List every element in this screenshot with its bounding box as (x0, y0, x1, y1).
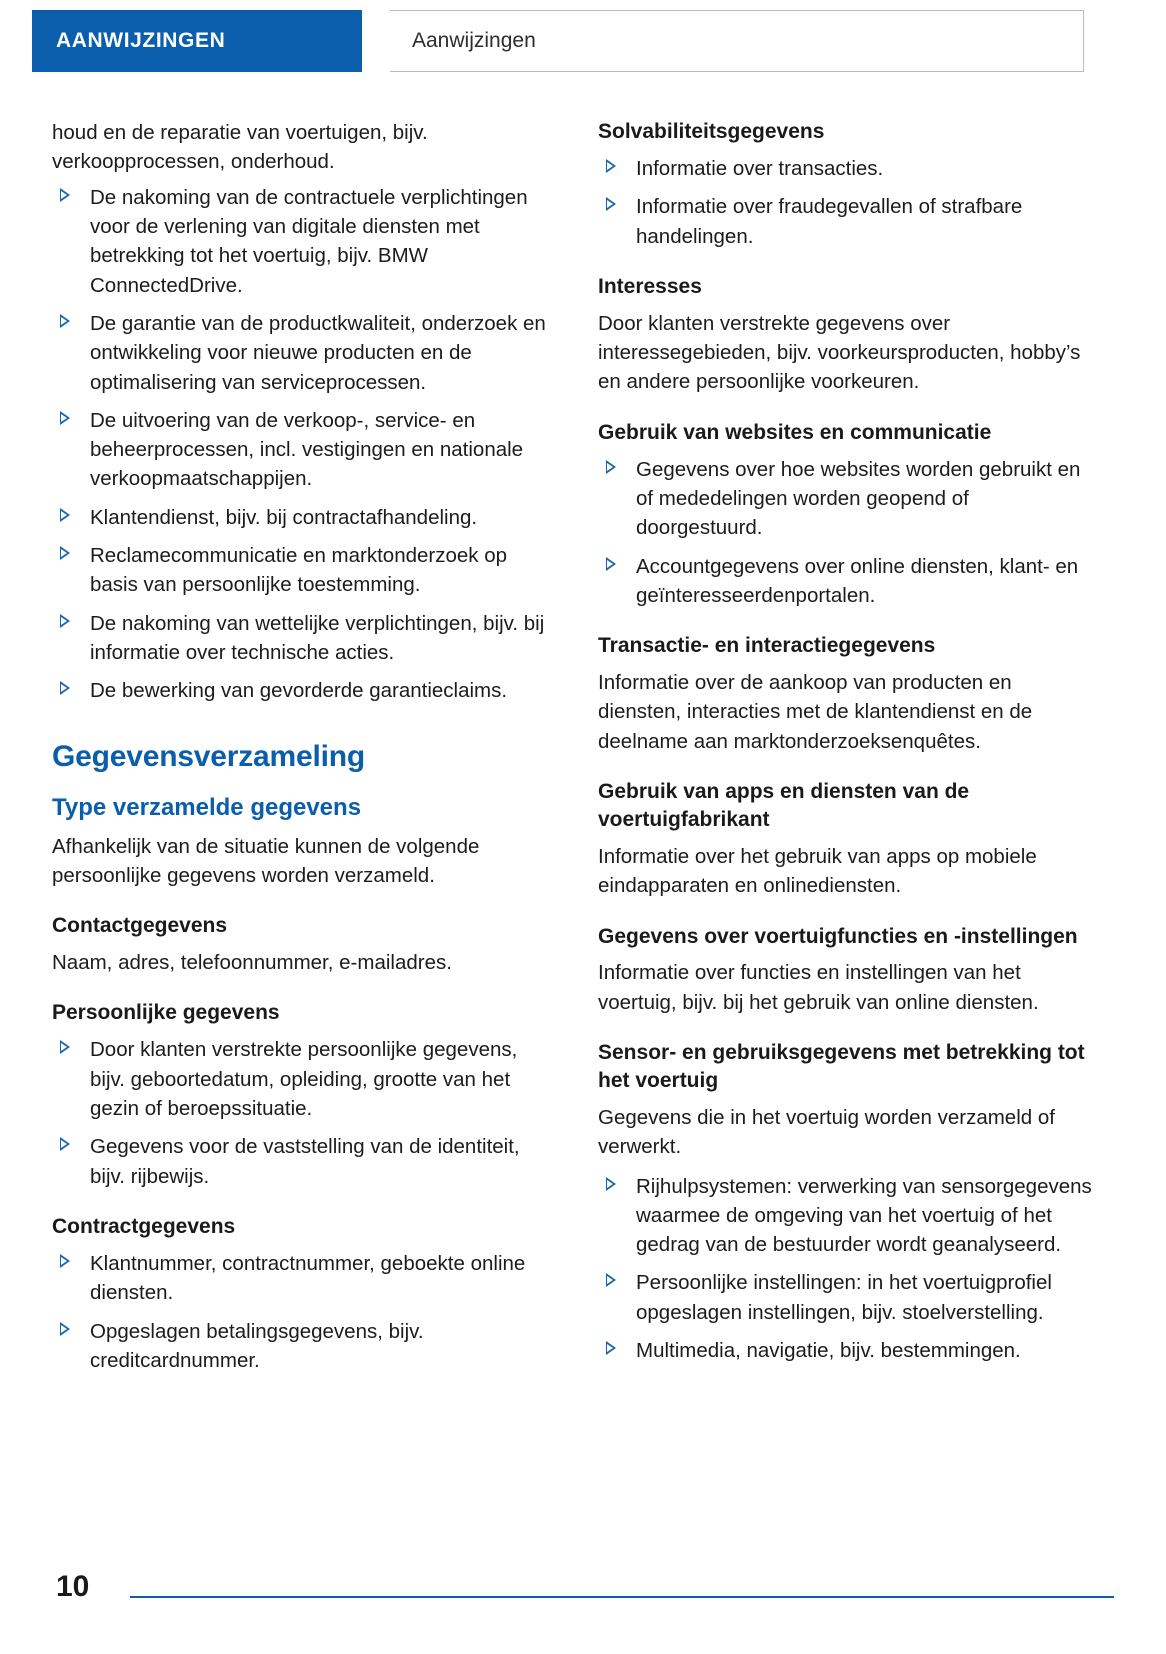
list-item-text: Klantendienst, bijv. bij contractafhandeling. (90, 505, 478, 529)
list-item-text: Reclamecommunicatie en marktonderzoek op basis van persoonlijke toestemming. (90, 544, 508, 597)
block-bullet-list-solvabiliteitsgegevens (598, 154, 1098, 251)
triangle-bullet-icon (60, 411, 70, 425)
intro-bullet-list (52, 183, 552, 706)
list-item (598, 192, 1098, 251)
list-item (598, 552, 1098, 611)
list-item (52, 541, 552, 600)
triangle-bullet-icon (606, 557, 616, 571)
list-item-text: De garantie van de productkwaliteit, onderzoek en ontwikkeling voor nieuwe producten en de optimalisering van serviceprocessen. (90, 311, 546, 394)
list-item (52, 676, 552, 705)
block-paragraph-sensor-gebruiksgegevens: Gegevens die in het voertuig worden verzameld of verwerkt. (598, 1105, 1055, 1159)
header-chapter-tab (32, 10, 362, 72)
block-paragraph-voertuigfuncties: Informatie over functies en instellingen van het voertuig, bijv. bij het gebruik van online diensten. (598, 961, 1039, 1014)
list-item (52, 1317, 552, 1376)
list-item-text: Gegevens over hoe websites worden gebruikt en of mededelingen worden geopend of doorgestuurd. (636, 457, 1081, 540)
block-bullet-list-gebruik-websites (598, 455, 1098, 611)
list-item (52, 503, 552, 532)
list-item (52, 309, 552, 397)
list-item-text: De uitvoering van de verkoop-, service- en beheerprocessen, incl. vestigingen en nationale verkoopmaatschappijen. (90, 408, 524, 491)
list-item-text: De bewerking van gevorderde garantieclaims. (90, 679, 508, 703)
block-heading-transactie-interactie: Transactie- en interactiegegevens (598, 634, 936, 658)
block-heading-interesses: Interesses (598, 274, 702, 298)
list-item-text: Informatie over transacties. (636, 156, 884, 180)
list-item (598, 1268, 1098, 1327)
triangle-bullet-icon (606, 1273, 616, 1287)
list-item (598, 1172, 1098, 1260)
list-item (52, 406, 552, 494)
page-number: 10 (56, 1570, 90, 1603)
right-column (598, 118, 1098, 1385)
list-item-text: Klantnummer, contractnummer, geboekte online diensten. (90, 1251, 526, 1305)
triangle-bullet-icon (60, 1322, 70, 1336)
block-heading-solvabiliteitsgegevens: Solvabiliteitsgegevens (598, 120, 825, 143)
list-item (52, 1035, 552, 1123)
block-paragraph-interesses: Door klanten verstrekte gegevens over interessegebieden, bijv. voorkeursproducten, hobby’s en andere persoonlijke voorkeuren. (598, 311, 1081, 394)
block-heading-contactgegevens: Contactgegevens (52, 914, 228, 938)
block-heading-voertuigfuncties: Gegevens over voertuigfuncties en -instellingen (598, 924, 1078, 948)
triangle-bullet-icon (60, 1040, 70, 1054)
block-paragraph-contactgegevens: Naam, adres, telefoonnummer, e-mailadres. (52, 951, 452, 975)
continuation-paragraph: houd en de reparatie van voertuigen, bijv. verkoopprocessen, onderhoud. (52, 121, 428, 174)
triangle-bullet-icon (60, 1137, 70, 1151)
block-heading-gebruik-websites: Gebruik van websites en communicatie (598, 420, 992, 444)
block-paragraph-gebruik-apps: Informatie over het gebruik van apps op mobiele eindapparaten en onlinediensten. (598, 844, 1037, 898)
block-heading-sensor-gebruiksgegevens: Sensor- en gebruiksgegevens met betrekking tot het voertuig (598, 1041, 1085, 1092)
list-item-text: Rijhulpsystemen: verwerking van sensorgegevens waarmee de omgeving van het voertuig of het gedrag van de bestuurder wordt geanalyseerd. (636, 1174, 1092, 1257)
left-column (52, 118, 552, 1385)
triangle-bullet-icon (60, 681, 70, 695)
subsection-intro-paragraph: Afhankelijk van de situatie kunnen de volgende persoonlijke gegevens worden verzameld. (52, 834, 480, 887)
block-paragraph-transactie-interactie: Informatie over de aankoop van producten en diensten, interacties met de klantendienst en de deelname aan marktonderzoeksenquêtes. (598, 671, 1033, 753)
list-item (52, 1249, 552, 1308)
page-header (0, 10, 1166, 78)
triangle-bullet-icon (60, 188, 70, 202)
list-item-text: Multimedia, navigatie, bijv. bestemmingen. (636, 1339, 1021, 1363)
list-item (52, 183, 552, 300)
triangle-bullet-icon (60, 546, 70, 560)
list-item (598, 154, 1098, 183)
list-item (52, 609, 552, 668)
triangle-bullet-icon (60, 314, 70, 328)
list-item-text: De nakoming van wettelijke verplichtingen, bijv. bij informatie over technische acties. (90, 611, 545, 664)
section-heading: Gegevensverzameling (52, 739, 366, 773)
triangle-bullet-icon (606, 460, 616, 474)
list-item (598, 455, 1098, 543)
triangle-bullet-icon (60, 1254, 70, 1268)
triangle-bullet-icon (606, 159, 616, 173)
block-bullet-list-persoonlijke-gegevens (52, 1035, 552, 1191)
list-item-text: Persoonlijke instellingen: in het voertuigprofiel opgeslagen instellingen, bijv. stoelverstelling. (636, 1271, 1052, 1324)
triangle-bullet-icon (606, 197, 616, 211)
block-heading-gebruik-apps: Gebruik van apps en diensten van de voertuigfabrikant (598, 780, 970, 831)
list-item (52, 1132, 552, 1191)
triangle-bullet-icon (606, 1341, 616, 1355)
page-footer (0, 1564, 1166, 1612)
list-item (598, 1336, 1098, 1365)
triangle-bullet-icon (606, 1177, 616, 1191)
triangle-bullet-icon (60, 614, 70, 628)
list-item-text: De nakoming van de contractuele verplichtingen voor de verlening van digitale diensten met betrekking tot het voertuig, bijv. BMW ConnectedDrive. (90, 185, 528, 297)
list-item-text: Accountgegevens over online diensten, klant- en geïnteresseerdenportalen. (636, 554, 1079, 607)
header-section-label: Aanwijzingen (412, 29, 536, 52)
block-heading-contractgegevens: Contractgegevens (52, 1214, 236, 1238)
block-bullet-list-sensor-gebruiksgegevens (598, 1172, 1098, 1366)
block-heading-persoonlijke-gegevens: Persoonlijke gegevens (52, 1001, 280, 1025)
subsection-heading: Type verzamelde gegevens (52, 793, 362, 821)
header-chapter-label: AANWIJZINGEN (56, 29, 226, 52)
list-item-text: Informatie over fraudegevallen of strafbare handelingen. (636, 195, 1023, 248)
block-bullet-list-contractgegevens (52, 1249, 552, 1375)
list-item-text: Opgeslagen betalingsgegevens, bijv. creditcardnummer. (90, 1319, 424, 1372)
list-item-text: Gegevens voor de vaststelling van de identiteit, bijv. rijbewijs. (90, 1135, 520, 1188)
header-section-box (390, 10, 1084, 72)
footer-divider (130, 1596, 1114, 1598)
list-item-text: Door klanten verstrekte persoonlijke gegevens, bijv. geboortedatum, opleiding, grootte van het gezin of beroepssituatie. (90, 1038, 518, 1121)
triangle-bullet-icon (60, 508, 70, 522)
page-content (0, 118, 1166, 1385)
